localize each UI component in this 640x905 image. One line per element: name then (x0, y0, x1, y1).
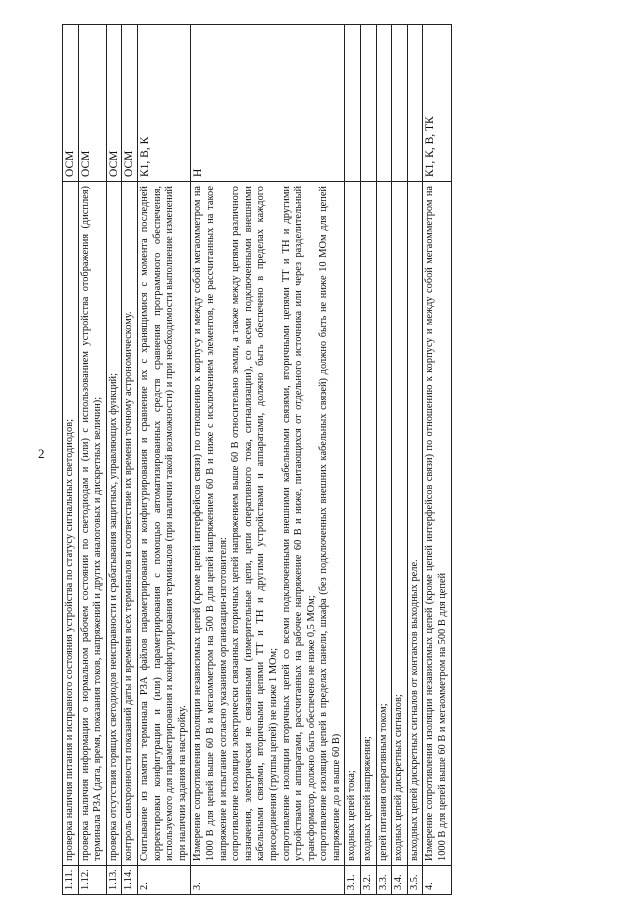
table-row (191, 25, 345, 895)
row-maintenance-type: ОСМ (106, 25, 122, 182)
row-description (376, 182, 392, 866)
description-paragraph: проверка наличия информации о нормальном рабочем состоянии по светодиодам и (или) с использованием устройства отображения (дисплея) терминала РЗА (дата, время, показания токов, напряжений и других аналоговых и дискретных величин); (79, 186, 104, 861)
row-maintenance-type (407, 25, 423, 182)
row-description (423, 182, 451, 866)
row-number: 3. (191, 866, 345, 895)
row-maintenance-type: К1, В, К (137, 25, 190, 182)
row-maintenance-type: К1, К, В, ТК (423, 25, 451, 182)
row-description (78, 182, 106, 866)
row-maintenance-type (392, 25, 408, 182)
row-maintenance-type: ОСМ (78, 25, 106, 182)
rotated-page (62, 25, 592, 895)
row-number: 3.1. (345, 866, 361, 895)
table-body (63, 25, 452, 895)
row-description (392, 182, 408, 866)
description-paragraph: сопротивление изоляции вторичных цепей со всеми подключенными внешними кабельными связями, вторичными цепями ТТ и ТН и другими устройствами и аппаратами, рассчитанных на рабочее напряжение 60 В и ниже, питающихся от отдельного источника или через разделительный трансформатор, должно быть обеспечено не ниже 0,5 МОм; (280, 186, 317, 861)
description-paragraph: выходных цепей дискретных сигналов от контактов выходных реле. (408, 559, 420, 861)
row-maintenance-type (376, 25, 392, 182)
table-row (122, 25, 138, 895)
row-number: 1.11. (63, 866, 79, 895)
description-paragraph: Считывание из памяти терминала РЗА файлов параметрирования и конфигурирования и сравнение их с хранящимися с момента последней корректировки конфигурации и (или) параметрирования с помощью автоматизированных средств сравнения программного обеспечения, используемого для параметрирования и конфигурирования терминалов (при наличии такой возможности) и при необходимости выполнение изменений при наличии задания на настройку. (138, 186, 188, 861)
table-row (423, 25, 451, 895)
description-paragraph: входных цепей напряжения; (362, 736, 374, 861)
row-description (407, 182, 423, 866)
row-number: 1.12. (78, 866, 106, 895)
row-description (122, 182, 138, 866)
row-description (345, 182, 361, 866)
row-maintenance-type: Н (191, 25, 345, 182)
row-description (191, 182, 345, 866)
table-row (106, 25, 122, 895)
row-maintenance-type: ОСМ (63, 25, 79, 182)
page-number: 2 (38, 446, 45, 461)
maintenance-table (62, 24, 452, 895)
description-paragraph: проверка наличия питания и исправного состояния устройства по статусу сигнальных светодиодов; (64, 418, 75, 861)
row-maintenance-type: ОСМ (122, 25, 138, 182)
table-row (392, 25, 408, 895)
description-paragraph: сопротивление изоляции электрически связанных вторичных цепей напряжением выше 60 В относительно земли, а также между цепями различного назначения, электрически не связанными (измерительные цепи, цепи оперативного тока, сигнализации), со всеми подключенными внешними кабельными связями, вторичными цепями ТТ и ТН и другими устройствами и аппаратами, должно быть обеспечено в пределах каждого присоединения (группы цепей) не ниже 1 МОм; (230, 186, 279, 861)
description-paragraph: Измерение сопротивления изоляции независимых цепей (кроме цепей интерфейсов связи) по отношению к корпусу и между собой мегаомметром на 1000 В для цепей выше 60 В и мегаомметром на 500 В для цепей напряжением 60 В и ниже с исключением элементов, не рассчитанных на такое напряжение и испытание согласно указаниям организации-изготовителя: (192, 186, 229, 861)
row-maintenance-type (361, 25, 377, 182)
row-number: 1.13. (106, 866, 122, 895)
table-row (376, 25, 392, 895)
description-paragraph: Измерение сопротивления изоляции независимых цепей (кроме цепей интерфейсов связи) по отношению к корпусу и между собой мегаомметром на 1000 В для цепей выше 60 В и мегаомметром на 500 В для цепей (424, 186, 449, 861)
description-paragraph: входных цепей дискретных сигналов; (393, 694, 405, 861)
table-row (63, 25, 79, 895)
table-row (78, 25, 106, 895)
row-description (361, 182, 377, 866)
table-row (361, 25, 377, 895)
row-number: 3.2. (361, 866, 377, 895)
description-paragraph: контроль синхронности показаний даты и времени всех терминалов и соответствие их времени точному астрономическому. (123, 311, 135, 861)
row-description (63, 182, 79, 866)
description-paragraph: проверка отсутствия горящих светодиодов неисправности и срабатывания защитных, управляющих функций; (107, 373, 119, 861)
row-number: 4. (423, 866, 451, 895)
row-description (137, 182, 190, 866)
row-description (106, 182, 122, 866)
table-row (345, 25, 361, 895)
row-number: 3.3. (376, 866, 392, 895)
description-paragraph: входных цепей тока; (346, 770, 358, 861)
table-row (137, 25, 190, 895)
row-number: 3.5. (407, 866, 423, 895)
description-paragraph: сопротивление изоляции цепей в пределах панели, шкафа (без подключенных внешних кабельных связей) должно быть не ниже 10 МОм для цепей напряжение до и выше 60 В) (318, 186, 342, 861)
row-number: 2. (137, 866, 190, 895)
table-row (407, 25, 423, 895)
row-number: 3.4. (392, 866, 408, 895)
row-maintenance-type (345, 25, 361, 182)
row-number: 1.14. (122, 866, 138, 895)
description-paragraph: цепей питания оперативным током; (377, 703, 389, 861)
